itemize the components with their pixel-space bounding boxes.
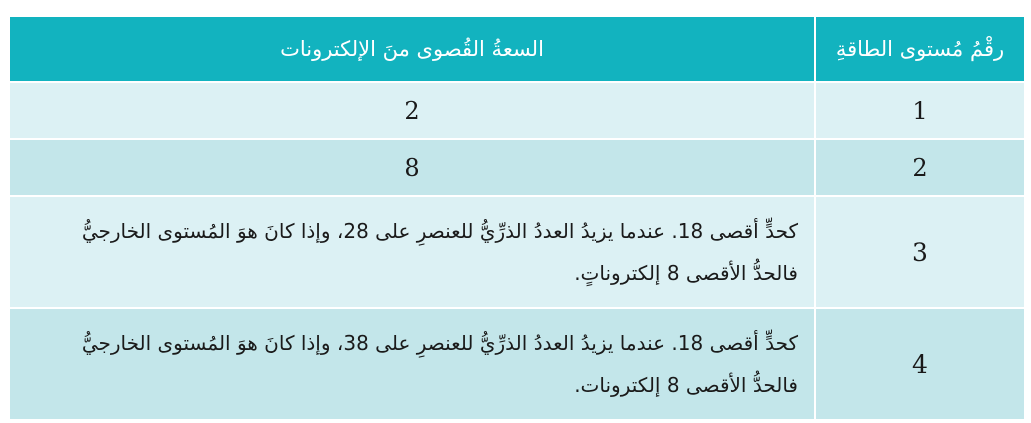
header-max-capacity: السعةُ القُصوى منَ الإلكترونات [9, 16, 815, 82]
table-header-row [9, 16, 1025, 82]
header-energy-level: رقْمُ مُستوى الطاقةِ [815, 16, 1025, 82]
table-row [9, 308, 1025, 420]
capacity-line: كحدٍّ أقصى 18. عندما يزيدُ العددُ الذرِّيُّ للعنصرِ على 38، وإذا كانَ هوَ المُستوى الخارجيُّ [81, 331, 798, 355]
cell-capacity [9, 308, 815, 420]
capacity-line: فالحدُّ الأقصى 8 إلكتروناتٍ. [574, 261, 798, 285]
cell-level: 1 [815, 82, 1025, 139]
cell-level: 3 [815, 196, 1025, 308]
capacity-line: فالحدُّ الأقصى 8 إلكترونات. [574, 373, 798, 397]
capacity-line: كحدٍّ أقصى 18. عندما يزيدُ العددُ الذرِّيُّ للعنصرِ على 28، وإذا كانَ هوَ المُستوى الخارجيُّ [81, 219, 798, 243]
cell-level: 2 [815, 139, 1025, 196]
table-row [9, 196, 1025, 308]
cell-capacity: 8 [9, 139, 815, 196]
cell-capacity: 2 [9, 82, 815, 139]
table-row [9, 82, 1025, 139]
electron-capacity-table [8, 15, 1026, 421]
cell-capacity [9, 196, 815, 308]
table-row [9, 139, 1025, 196]
electron-capacity-table-wrapper [8, 15, 1024, 408]
cell-level: 4 [815, 308, 1025, 420]
